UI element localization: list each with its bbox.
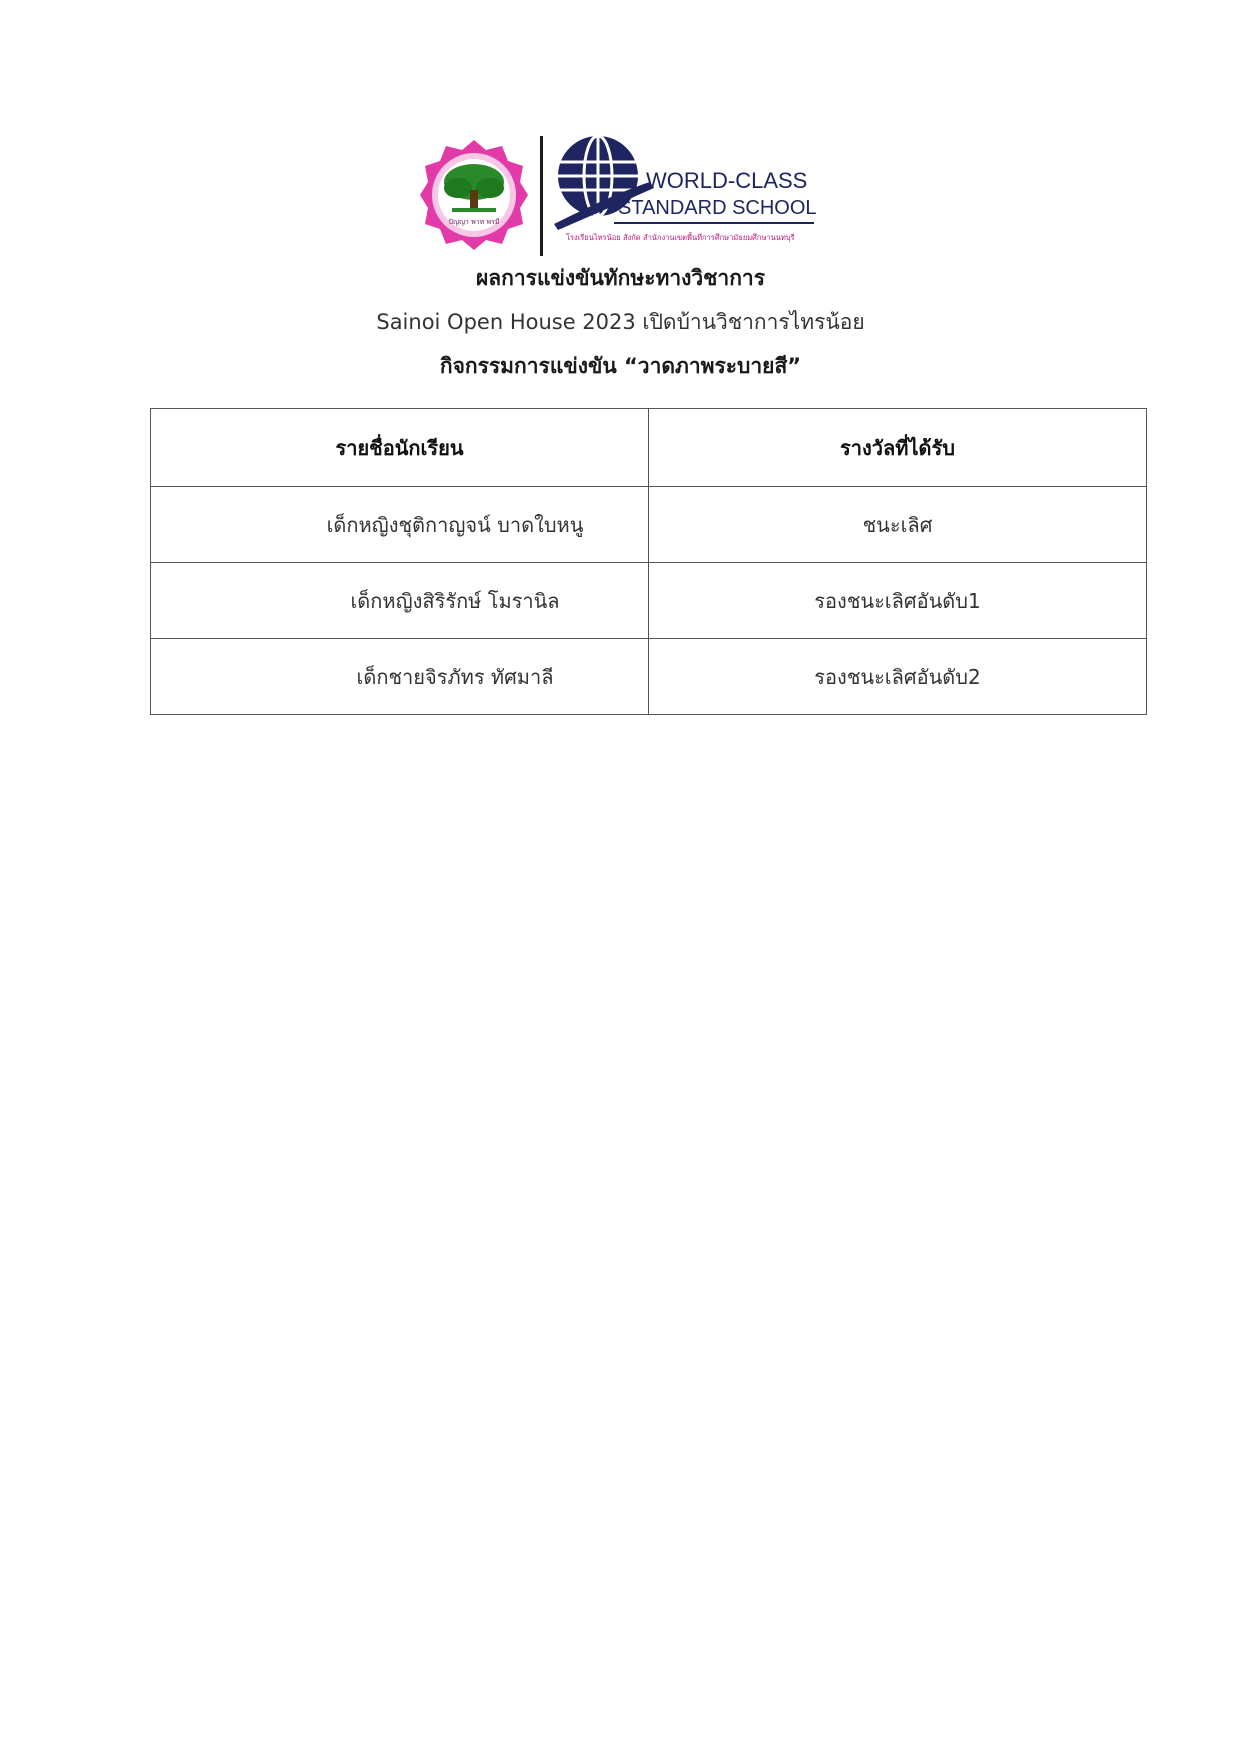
logo-divider <box>540 136 543 256</box>
wcss-caption: โรงเรียนไทรน้อย สังกัด สำนักงานเขตพื้นที่การศึกษามัธยมศึกษานนทบุรี <box>566 233 795 242</box>
document-title: ผลการแข่งขันทักษะทางวิชาการ <box>475 266 765 290</box>
award-cell: ชนะเลิศ <box>649 487 1147 563</box>
table-header-row <box>151 409 1147 487</box>
student-name-cell: เด็กหญิงสิริรักษ์ โมรานิล <box>151 563 649 639</box>
award-cell: รองชนะเลิศอันดับ1 <box>649 563 1147 639</box>
column-header-award: รางวัลที่ได้รับ <box>649 409 1147 487</box>
wcss-line1: WORLD-CLASS <box>646 168 808 193</box>
event-name: Sainoi Open House 2023 เปิดบ้านวิชาการไทรน้อย <box>376 310 865 334</box>
tree-trunk-icon <box>470 190 478 210</box>
table-row <box>151 563 1147 639</box>
table-row <box>151 487 1147 563</box>
activity-name: กิจกรรมการแข่งขัน “วาดภาพระบายสี” <box>439 354 802 378</box>
results-table <box>150 408 1147 715</box>
wcss-line2: STANDARD SCHOOL <box>618 197 817 219</box>
seal-text: ปัญญา พาท พรมี <box>448 218 500 226</box>
school-logo-banner <box>418 132 818 262</box>
table-row <box>151 639 1147 715</box>
award-cell: รองชนะเลิศอันดับ2 <box>649 639 1147 715</box>
student-name-cell: เด็กชายจิรภัทร ทัศมาลี <box>151 639 649 715</box>
student-name-cell: เด็กหญิงชุติกาญจน์ บาดใบหนู <box>151 487 649 563</box>
column-header-student-name: รายชื่อนักเรียน <box>151 409 649 487</box>
school-seal-logo <box>420 140 528 250</box>
